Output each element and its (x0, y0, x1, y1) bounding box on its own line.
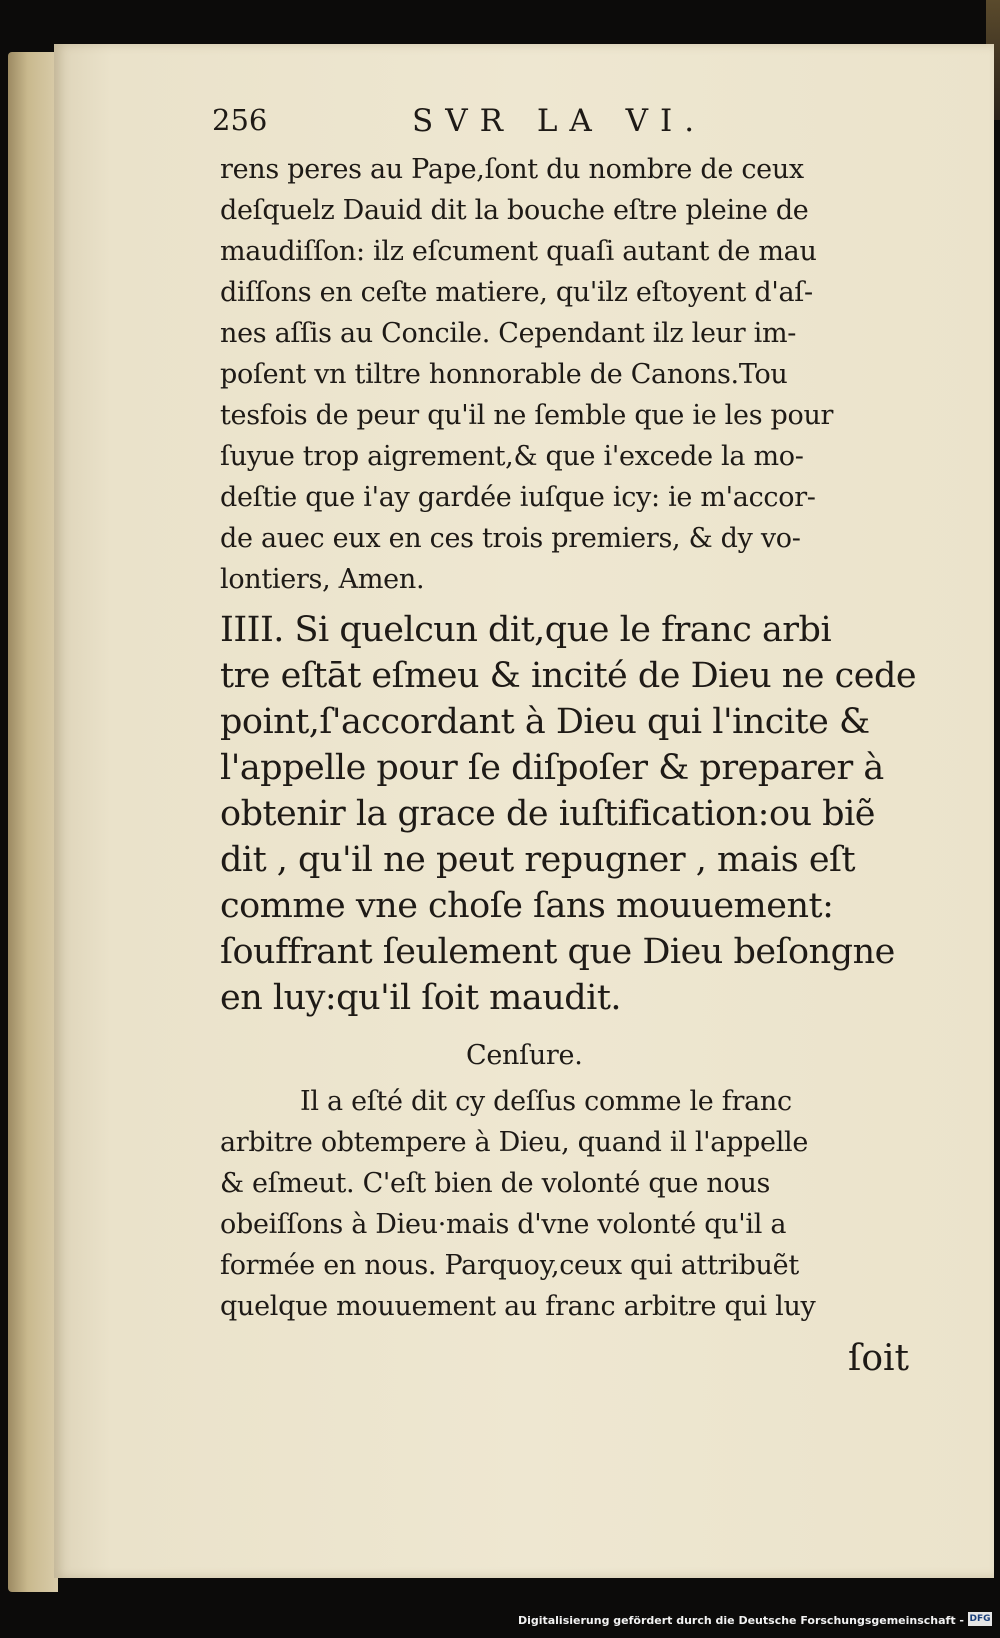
running-title: SVR LA VI. (412, 103, 707, 139)
digitization-footer (0, 1604, 1000, 1638)
canon-line: l'appelle pour ſe diſpoſer & preparer à (220, 748, 884, 788)
censure-line: & eſmeut. C'eſt bien de volonté que nous (220, 1168, 771, 1199)
text-line: tesfois de peur qu'il ne ſemble que ie les pour (220, 400, 834, 431)
running-head (212, 103, 902, 147)
canon-line: dit , qu'il ne peut repugner , mais eſt (220, 840, 856, 880)
canon-line: point,ſ'accordant à Dieu qui l'incite & (220, 702, 870, 742)
text-line: ſuyue trop aigrement,& que i'excede la mo- (220, 441, 804, 472)
catchword: ſoit (848, 1338, 909, 1379)
canon-line: ſouffrant ſeulement que Dieu beſongne (220, 932, 895, 972)
funding-credit: Digitalisierung gefördert durch die Deutsche Forschungsgemeinschaft - (517, 1614, 964, 1627)
canon-line: comme vne choſe ſans mouuement: (220, 886, 834, 926)
text-line: nes aſſis au Concile. Cependant ilz leur im- (220, 318, 797, 349)
text-line: deſtie que i'ay gardée iuſque icy: ie m'accor- (220, 482, 816, 513)
page-number: 256 (212, 103, 268, 137)
text-line: rens peres au Pape,ſont du nombre de ceux (220, 154, 804, 185)
text-line: maudiſſon: ilz eſcument quaſi autant de mau (220, 236, 817, 267)
censure-line: obeiſſons à Dieu·mais d'vne volonté qu'il a (220, 1209, 787, 1240)
canon-line: IIII. Si quelcun dit,que le franc arbi (220, 610, 832, 650)
canon-line: obtenir la grace de iuſtification:ou biẽ (220, 794, 875, 834)
canon-line: en luy:qu'il ſoit maudit. (220, 978, 622, 1018)
canon-line: tre eſtāt eſmeu & incité de Dieu ne cede (220, 656, 917, 696)
censure-line: quelque mouuement au franc arbitre qui luy (220, 1291, 816, 1322)
text-line: deſquelz Dauid dit la bouche eſtre pleine de (220, 195, 809, 226)
dfg-logo: DFG (969, 1614, 991, 1624)
censure-line: formée en nous. Parquoy,ceux qui attribuẽt (220, 1250, 799, 1281)
text-line: poſent vn tiltre honnorable de Canons.Tou (220, 359, 788, 390)
book-fore-edge (8, 52, 58, 1592)
text-line: diſſons en ceſte matiere, qu'ilz eſtoyent d'aſ- (220, 277, 813, 308)
text-line: lontiers, Amen. (220, 564, 425, 595)
text-line: de auec eux en ces trois premiers, & dy vo- (220, 523, 801, 554)
censure-line: arbitre obtempere à Dieu, quand il l'appelle (220, 1127, 809, 1158)
section-heading: Cenſure. (466, 1040, 583, 1071)
censure-line: Il a eſté dit cy deſſus comme le franc (300, 1086, 792, 1117)
